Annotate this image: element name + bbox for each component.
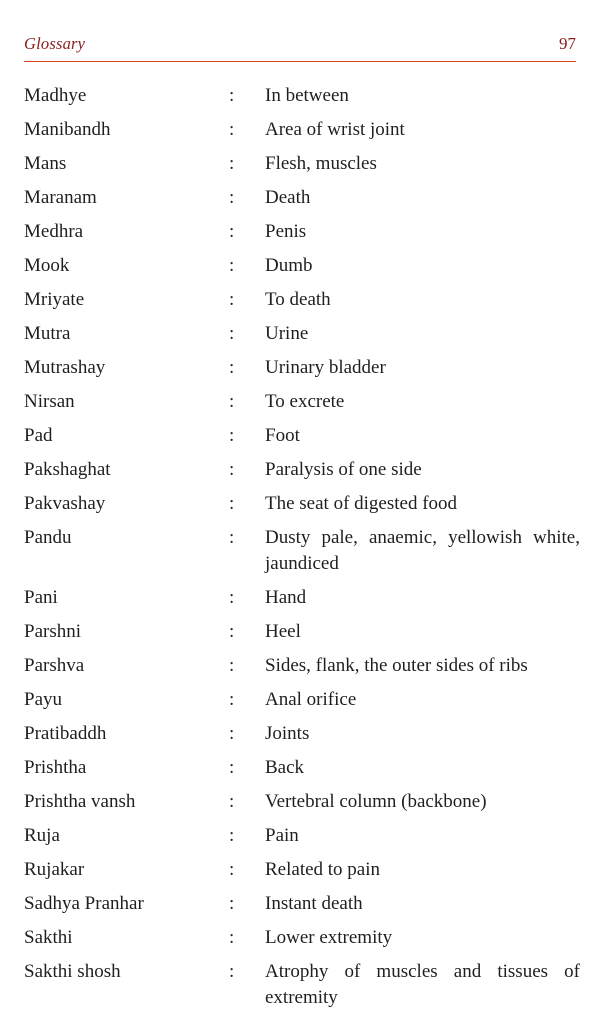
glossary-definition: Back (265, 757, 305, 778)
glossary-term: Pani (24, 587, 58, 608)
glossary-term: Nirsan (24, 391, 75, 412)
glossary-entry (24, 653, 580, 687)
glossary-entry (24, 823, 580, 857)
separator: : (229, 587, 235, 608)
glossary-definition: Instant death (265, 893, 363, 914)
glossary-entry (24, 389, 580, 423)
glossary-definition: Lower extremity (265, 927, 393, 948)
separator: : (229, 255, 235, 276)
separator: : (229, 459, 235, 480)
glossary-term: Maranam (24, 187, 97, 208)
glossary-entry (24, 789, 580, 823)
glossary-term: Payu (24, 689, 62, 710)
glossary-term: Pakvashay (24, 493, 106, 514)
glossary-definition: Urine (265, 323, 309, 344)
separator: : (229, 527, 235, 548)
separator: : (229, 791, 235, 812)
glossary-definition: Hand (265, 587, 307, 608)
glossary-entry (24, 925, 580, 959)
glossary-entry (24, 619, 580, 653)
glossary-definition: To death (265, 289, 331, 310)
glossary-term: Madhye (24, 85, 87, 106)
section-title: Glossary (24, 34, 86, 53)
glossary-list (24, 83, 580, 1019)
glossary-entry (24, 857, 580, 891)
glossary-term: Rujakar (24, 859, 85, 880)
glossary-entry (24, 117, 580, 151)
glossary-term: Mutra (24, 323, 71, 344)
separator: : (229, 85, 235, 106)
glossary-term: Sadhya Pranhar (24, 893, 144, 914)
glossary-term: Pandu (24, 527, 72, 548)
glossary-term: Sakthi (24, 927, 73, 948)
glossary-definition: Urinary bladder (265, 357, 386, 378)
separator: : (229, 893, 235, 914)
page-number: 97 (559, 34, 576, 53)
glossary-entry (24, 253, 580, 287)
glossary-term: Pratibaddh (24, 723, 107, 744)
glossary-definition: Vertebral column (backbone) (265, 791, 487, 812)
glossary-definition: Paralysis of one side (265, 459, 422, 480)
separator: : (229, 723, 235, 744)
glossary-entry (24, 687, 580, 721)
glossary-entry (24, 721, 580, 755)
glossary-definition: In between (265, 85, 349, 106)
glossary-term: Sakthi shosh (24, 961, 121, 982)
glossary-entry (24, 423, 580, 457)
glossary-entry (24, 83, 580, 117)
glossary-term: Mutrashay (24, 357, 106, 378)
glossary-definition: Sides, flank, the outer sides of ribs (265, 655, 528, 676)
glossary-definition: Dusty pale, anaemic, yellowish white, jaundiced (265, 527, 580, 574)
separator: : (229, 357, 235, 378)
separator: : (229, 323, 235, 344)
glossary-definition: Related to pain (265, 859, 381, 880)
separator: : (229, 493, 235, 514)
glossary-entry (24, 585, 580, 619)
separator: : (229, 757, 235, 778)
glossary-definition: To excrete (265, 391, 345, 412)
glossary-term: Medhra (24, 221, 84, 242)
glossary-term: Parshni (24, 621, 81, 642)
glossary-definition: Dumb (265, 255, 313, 276)
glossary-term: Ruja (24, 825, 60, 846)
glossary-entry (24, 321, 580, 355)
glossary-entry (24, 525, 580, 585)
running-header (24, 34, 576, 62)
glossary-definition: Area of wrist joint (265, 119, 405, 140)
glossary-entry (24, 219, 580, 253)
glossary-definition: Atrophy of muscles and tissues of extremity (265, 961, 580, 1008)
separator: : (229, 119, 235, 140)
glossary-term: Mans (24, 153, 67, 174)
separator: : (229, 425, 235, 446)
glossary-entry (24, 287, 580, 321)
glossary-entry (24, 491, 580, 525)
separator: : (229, 153, 235, 174)
glossary-definition: Penis (265, 221, 307, 242)
glossary-definition: Anal orifice (265, 689, 357, 710)
glossary-term: Prishtha (24, 757, 87, 778)
glossary-entry (24, 355, 580, 389)
glossary-entry (24, 755, 580, 789)
separator: : (229, 689, 235, 710)
glossary-term: Manibandh (24, 119, 111, 140)
glossary-definition: Flesh, muscles (265, 153, 377, 174)
glossary-definition: Death (265, 187, 311, 208)
glossary-entry (24, 185, 580, 219)
header-rule (24, 61, 576, 62)
separator: : (229, 187, 235, 208)
glossary-definition: Pain (265, 825, 299, 846)
glossary-entry (24, 891, 580, 925)
glossary-definition: The seat of digested food (265, 493, 458, 514)
separator: : (229, 221, 235, 242)
glossary-entry (24, 959, 580, 1019)
glossary-definition: Heel (265, 621, 301, 642)
separator: : (229, 621, 235, 642)
glossary-definition: Joints (265, 723, 310, 744)
glossary-term: Prishtha vansh (24, 791, 136, 812)
glossary-term: Mriyate (24, 289, 85, 310)
separator: : (229, 655, 235, 676)
glossary-term: Pad (24, 425, 53, 446)
separator: : (229, 289, 235, 310)
separator: : (229, 961, 235, 982)
separator: : (229, 859, 235, 880)
separator: : (229, 825, 235, 846)
glossary-definition: Foot (265, 425, 300, 446)
glossary-entry (24, 151, 580, 185)
glossary-term: Pakshaghat (24, 459, 111, 480)
glossary-term: Parshva (24, 655, 85, 676)
separator: : (229, 391, 235, 412)
glossary-term: Mook (24, 255, 70, 276)
separator: : (229, 927, 235, 948)
glossary-entry (24, 457, 580, 491)
